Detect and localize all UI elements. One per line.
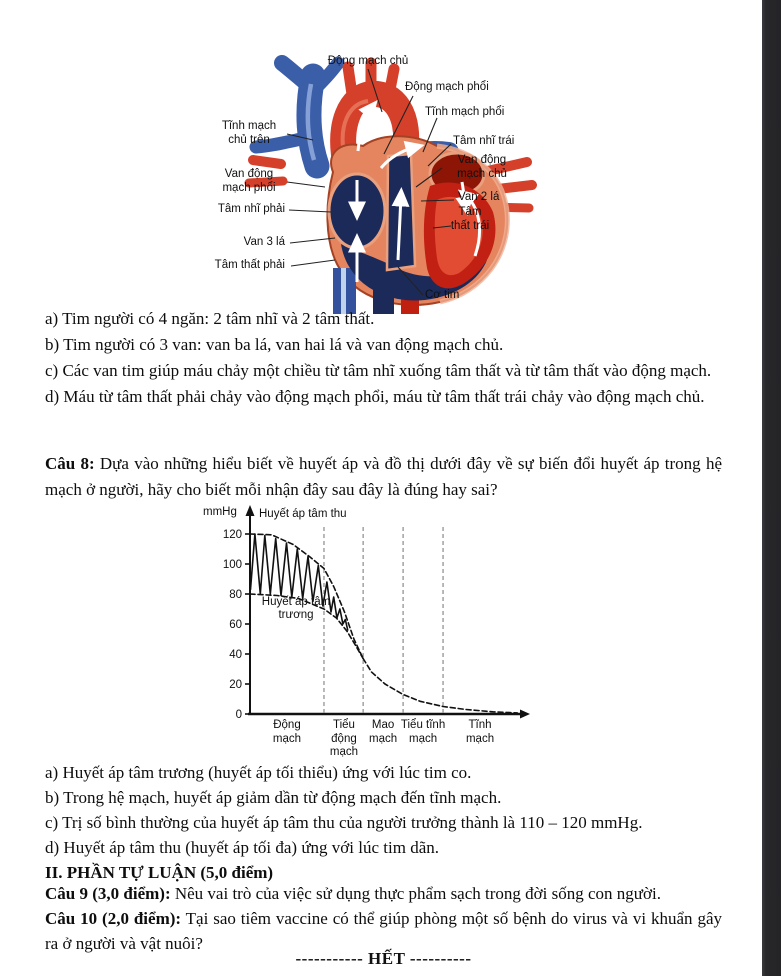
label-tam-nhi-phai: Tâm nhĩ phải [217,203,285,215]
question-8-number: Câu 8: [45,454,95,473]
x-category-tinh-mach: Tĩnh mạch [465,719,495,745]
heart-figure [185,54,585,314]
question-10-number: Câu 10 (2,0 điểm): [45,909,182,928]
x-category-tieu-tinh-mach: Tiểu tĩnh mạch [400,719,446,745]
question-8-body: Dựa vào những hiểu biết về huyết áp và đồ thị dưới đây về sự biến đổi huyết áp trong hệ mạch ở người, hãy cho biết mỗi nhận đây sau đây là đúng hay sai? [45,454,722,499]
x-category-dong-mach: Động mạch [272,719,302,745]
label-dong-mach-phoi: Động mạch phổi [405,81,489,93]
label-van-2-la: Van 2 lá [458,191,500,203]
statement-heart-d: d) Máu từ tâm thất phải chảy vào động mạch phổi, máu từ tâm thất trái chảy vào động mạch chủ. [45,387,705,406]
x-category-tieu-dong-mach: Tiểu động mạch [329,719,359,758]
label-tinh-mach-chu-tren: Tĩnh mạch chủ trên [221,120,277,146]
question-10-body: Tại sao tiêm vaccine có thể giúp phòng một số bệnh do virus và vi khuẩn gây ra ở người và vật nuôi? [45,909,722,953]
y-tick-label: 100 [222,559,242,571]
y-tick-label: 80 [229,589,242,601]
bp-statements [45,760,722,885]
y-tick-label: 60 [229,619,242,631]
label-tam-that-trai: Tâm thất trái [450,206,490,232]
essay-questions [45,881,722,956]
label-dong-mach-chu: Động mạch chủ [327,55,409,67]
y-axis-unit-label: mmHg [203,506,237,518]
question-8 [45,451,722,503]
label-van-3-la: Van 3 lá [243,236,285,248]
statement-bp-b: b) Trong hệ mạch, huyết áp giảm dần từ động mạch đến tĩnh mạch. [45,788,502,807]
statement-heart-a: a) Tim người có 4 ngăn: 2 tâm nhĩ và 2 tâm thất. [45,309,375,328]
y-tick-label: 0 [235,709,242,721]
statement-bp-d: d) Huyết áp tâm thu (huyết áp tối đa) ứng với lúc tim dãn. [45,838,440,857]
question-9-body: Nêu vai trò của việc sử dụng thực phẩm sạch trong đời sống con người. [170,884,661,903]
y-tick-label: 40 [229,649,242,661]
y-tick-label: 20 [229,679,242,691]
end-marker: ----------- HẾT ---------- [295,949,472,968]
statement-bp-c: c) Trị số bình thường của huyết áp tâm thu của người trưởng thành là 110 – 120 mmHg. [45,813,643,832]
statement-heart-c: c) Các van tim giúp máu chảy một chiều từ tâm nhĩ xuống tâm thất và từ tâm thất vào động mạch. [45,361,712,380]
systolic-annotation: Huyết áp tâm thu [259,508,347,520]
series-mean-pressure-decline [363,659,517,713]
label-tinh-mach-phoi: Tĩnh mạch phổi [425,106,505,118]
label-van-dong-mach-chu: Van động mạch chủ [457,154,507,180]
label-tam-that-phai: Tâm thất phải [214,259,285,271]
statement-bp-a: a) Huyết áp tâm trương (huyết áp tối thiểu) ứng với lúc tim co. [45,763,472,782]
label-tam-nhi-trai: Tâm nhĩ trái [453,135,515,147]
statement-heart-b: b) Tim người có 3 van: van ba lá, van hai lá và van động mạch chủ. [45,335,504,354]
heart-statements [45,306,722,410]
x-category-mao-mach: Mao mạch [369,719,398,745]
y-tick-label: 120 [222,529,242,541]
bp-chart [195,503,540,765]
question-9 [45,881,722,906]
label-van-dong-mach-phoi: Van động mạch phổi [222,168,276,194]
section-2-heading: II. PHẦN TỰ LUẬN (5,0 điểm) [45,863,274,882]
question-9-number: Câu 9 (3,0 điểm): [45,884,171,903]
label-co-tim: Cơ tim [425,289,460,301]
question-8-text [45,451,722,503]
diastolic-annotation: Huyết áp tâm trương [261,596,331,621]
chart-yticks [223,529,250,721]
viewer-background-strip [762,0,781,976]
chart-series [250,534,517,713]
